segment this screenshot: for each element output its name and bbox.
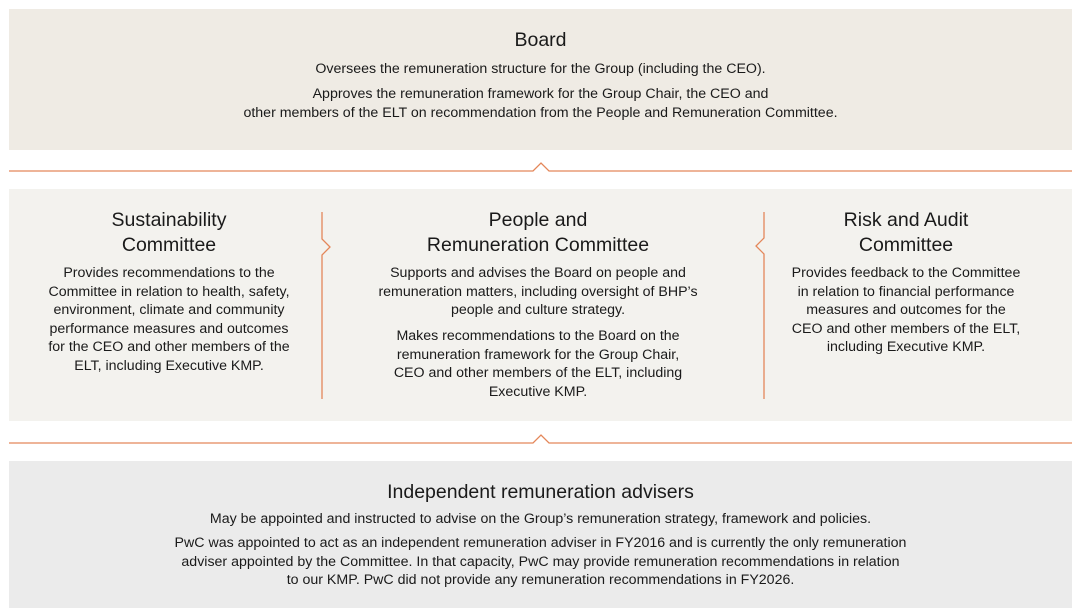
board-panel [9,9,1072,150]
risk-audit-committee-text: Provides feedback to the Committee in relation to financial performance measures and outcomes for the CEO and other members of the ELT, including Executive KMP. [791,265,1021,355]
board-approval-text: Approves the remuneration framework for the Group Chair, the CEO and other members of the ELT on recommendation from the People and Remuneration Committee. [243,86,838,121]
people-remuneration-committee-title: People and Remuneration Committee [426,209,650,256]
board-oversight-text: Oversees the remuneration structure for the Group (including the CEO). [315,61,766,77]
people-remuneration-committee-text-2: Makes recommendations to the Board on the remuneration framework for the Group Chair, CEO and other members of the ELT, including Executive KMP. [393,328,683,400]
advisers-connector-arrow [9,435,1072,443]
sustainability-committee-title: Sustainability Committee [111,209,227,256]
sustainability-committee-text: Provides recommendations to the Committee in relation to health, safety, environment, climate and community performance measures and outcomes for the CEO and other members of the ELT, including Executive KMP. [48,265,290,374]
advisers-title: Independent remuneration advisers [387,481,694,503]
advisers-panel [9,461,1072,608]
risk-audit-committee-title: Risk and Audit Committee [843,209,969,256]
board-connector-arrow [9,163,1072,171]
advisers-pwc-text: PwC was appointed to act as an independent remuneration adviser in FY2016 and is currently the only remuneration adviser appointed by the Committee. In that capacity, PwC may provide remuneration recommendations in relation to our KMP. PwC did not provide any remuneration recommendations in FY2026. [174,535,907,588]
advisers-appointment-text: May be appointed and instructed to advise on the Group’s remuneration strategy, framework and policies. [209,511,872,527]
committees-panel [9,189,1072,421]
board-title: Board [514,29,567,51]
people-remuneration-committee-text-1: Supports and advises the Board on people and remuneration matters, including oversight of BHP’s people and culture strategy. [378,265,698,318]
